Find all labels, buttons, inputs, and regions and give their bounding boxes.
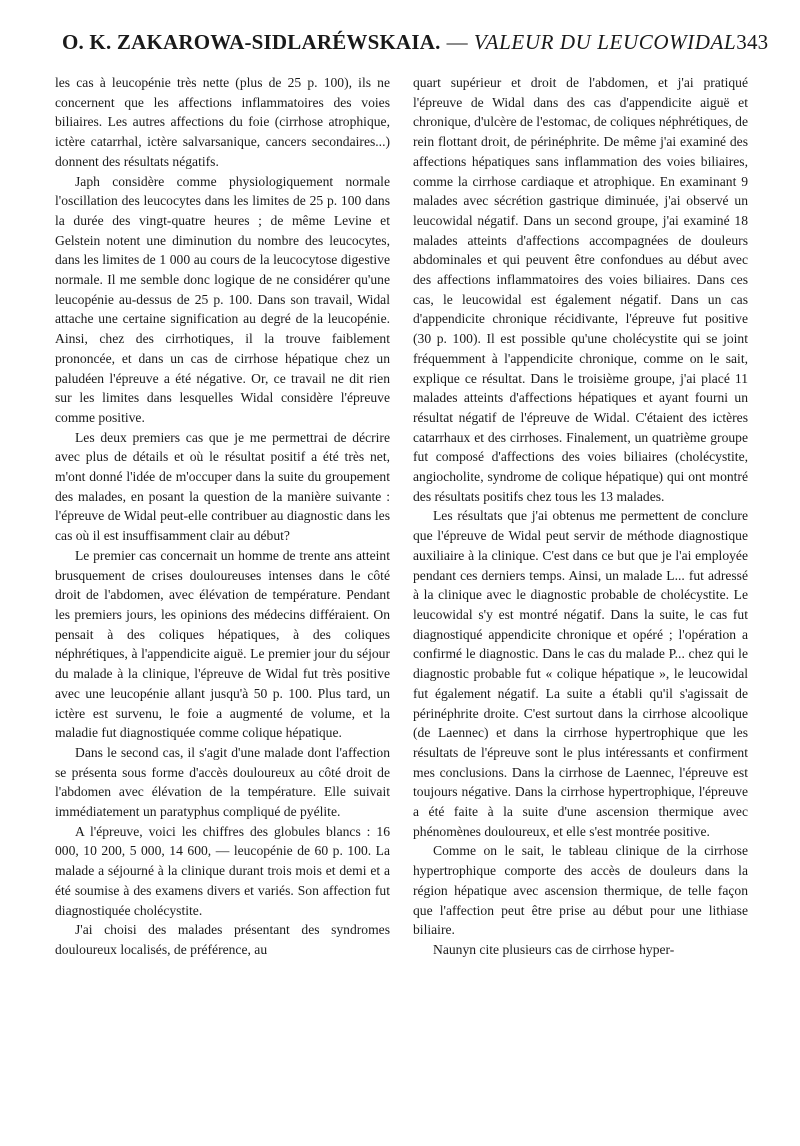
header-author: O. K. ZAKAROWA-SIDLARÉWSKAIA. [62, 30, 441, 54]
paragraph: J'ai choisi des malades présentant des syndromes douloureux localisés, de préférence, au [55, 922, 390, 957]
paragraph: Les deux premiers cas que je me permettrai de décrire avec plus de détails et où le résultat positif a été très net, m'ont donné l'idée de m'occuper dans la suite du groupement des malades, en posant la question de la manière suivante : l'épreuve de Widal peut-elle contribuer au diagnostic dans les cas où il est insuffisamment clair au début? [55, 429, 390, 544]
paragraph: Le premier cas concernait un homme de trente ans atteint brusquement de crises douloureuses intenses dans le côté droit de l'abdomen, avec élévation de température. Pendant les premiers jours, les opinions des médecins différaient. On pensait à des coliques hépatiques, à des coliques néphrétiques, à l'appendicite aiguë. Le premier jour du séjour du malade à la clinique, l'épreuve de Widal fut très positive avec une leucopénie allant jusqu'à 50 p. 100. Plus tard, un ictère est survenu, le foie a augmenté de volume, et la maladie fut diagnostiquée comme colique hépatique. [55, 547, 390, 741]
running-header [62, 30, 769, 70]
paragraph: A l'épreuve, voici les chiffres des globules blancs : 16 000, 10 200, 5 000, 14 600, — leucopénie de 60 p. 100. La malade a séjourné à la clinique durant trois mois et demi et a été soumise à des examens divers et variés. Son affection fut diagnostiquée cholécystite. [55, 823, 390, 918]
paragraph: Les résultats que j'ai obtenus me permettent de conclure que l'épreuve de Widal peut servir de méthode diagnostique auxiliaire à la clinique. C'est dans ce but que je l'ai employée pendant ces derniers temps. Ainsi, un malade L... fut adressé à la clinique avec le diagnostic probable de cholécystite. Le leucowidal s'y est montré négatif. Dans la suite, le cas fut diagnostiqué appendicite chronique et opéré ; l'opération a confirmé le diagnostic. Dans le cas du malade P... chez qui le diagnostic probable fut « colique hépatique », le leucowidal fut également négatif. La suite a établi qu'il s'agissait de périnéphrite droite. C'est surtout dans la cirrhose alcoolique (de Laennec) et dans la cirrhose hypertrophique que les résultats de l'épreuve sont le plus intéressants et confirment mes conclusions. Dans la cirrhose de Laennec, l'épreuve est toujours négative. Dans la cirrhose hypertrophique, l'épreuve a été faite à la suite d'une ascension thermique avec phénomènes douloureux, et elle s'est montrée positive. [413, 508, 748, 839]
paragraph: Comme on le sait, le tableau clinique de la cirrhose hypertrophique comporte des accès de douleurs dans la région hépatique avec ascension thermique, de telle façon que l'affection peut être prise au début pour une lithiase biliaire. [413, 843, 748, 938]
paragraph: quart supérieur et droit de l'abdomen, et j'ai pratiqué l'épreuve de Widal dans des cas d'appendicite aiguë et chronique, d'ulcère de l'estomac, de coliques néphrétiques, de rein flottant droit, de périnéphrite. De même j'ai examiné des affections hépatiques sans inflammation des voies biliaires, comme la cirrhose cardiaque et atrophique. En examinant 9 malades avec sécrétion gastrique diminuée, j'ai observé un leucowidal négatif. Dans un second groupe, j'ai examiné 18 malades atteints d'affections accompagnées de douleurs abdominales et qui peuvent être confondues au début avec des affections inflammatoires des voies biliaires. Dans ces cas, le leucowidal est également négatif. Dans un cas d'appendicite chronique récidivante, l'épreuve fut positive (30 p. 100). Il est possible qu'une cholécystite qui se joint fréquemment à l'appendicite chronique, comme on le sait, explique ce résultat. Dans le troisième groupe, j'ai placé 11 malades atteints d'affections hépatiques et ayant fourni un résultat négatif de l'épreuve de Widal. C'étaient des ictères catarrhaux et des cirrhoses. Finalement, un quatrième groupe fut composé d'affections des voies biliaires (cholécystite, angiocholite, syndrome de colique hépatique) qui ont montré des résultats positifs chez tous les 13 malades. [413, 75, 748, 504]
paragraph: les cas à leucopénie très nette (plus de 25 p. 100), ils ne concernent que les affections inflammatoires des voies biliaires. Les autres affections du foie (cirrhose atrophique, ictère catarrhal, ictère salvarsanique, cancers secondaires...) donnent des résultats négatifs. [55, 75, 390, 169]
paragraph: Naunyn cite plusieurs cas de cirrhose hyper- [433, 941, 675, 957]
left-column [55, 73, 390, 960]
paragraph: Dans le second cas, il s'agit d'une malade dont l'affection se présenta sous forme d'accès douloureux au côté droit de l'abdomen avec élévation de la température. Elle suivait immédiatement un paratyphus compliqué de pyélite. [55, 744, 390, 820]
header-title: VALEUR DU LEUCOWIDAL [473, 30, 737, 54]
header-separator: — [446, 30, 468, 54]
paragraph: Japh considère comme physiologiquement normale l'oscillation des leucocytes dans les limites de 25 p. 100 dans la durée des vingt-quatre heures ; de même Levine et Gelstein notent une diminution du nombre des leucocytes, dans les limites de 1 000 au cours de la leucocytose digestive normale. Il me semble donc logique de ne considérer qu'une leucopénie au-dessus de 25 p. 100. Dans son travail, Widal attache une certaine signification au degré de la leucopénie. Ainsi, chez des cirrhotiques, il la trouve faiblement prononcée, et dans un cas de cirrhose hépatique chez un paludéen l'épreuve a été négative. Or, ce travail ne dit rien sur les limites dans lesquelles Widal considère l'épreuve comme positive. [55, 173, 390, 425]
right-column [413, 73, 748, 960]
page-number: 343 [736, 30, 769, 54]
